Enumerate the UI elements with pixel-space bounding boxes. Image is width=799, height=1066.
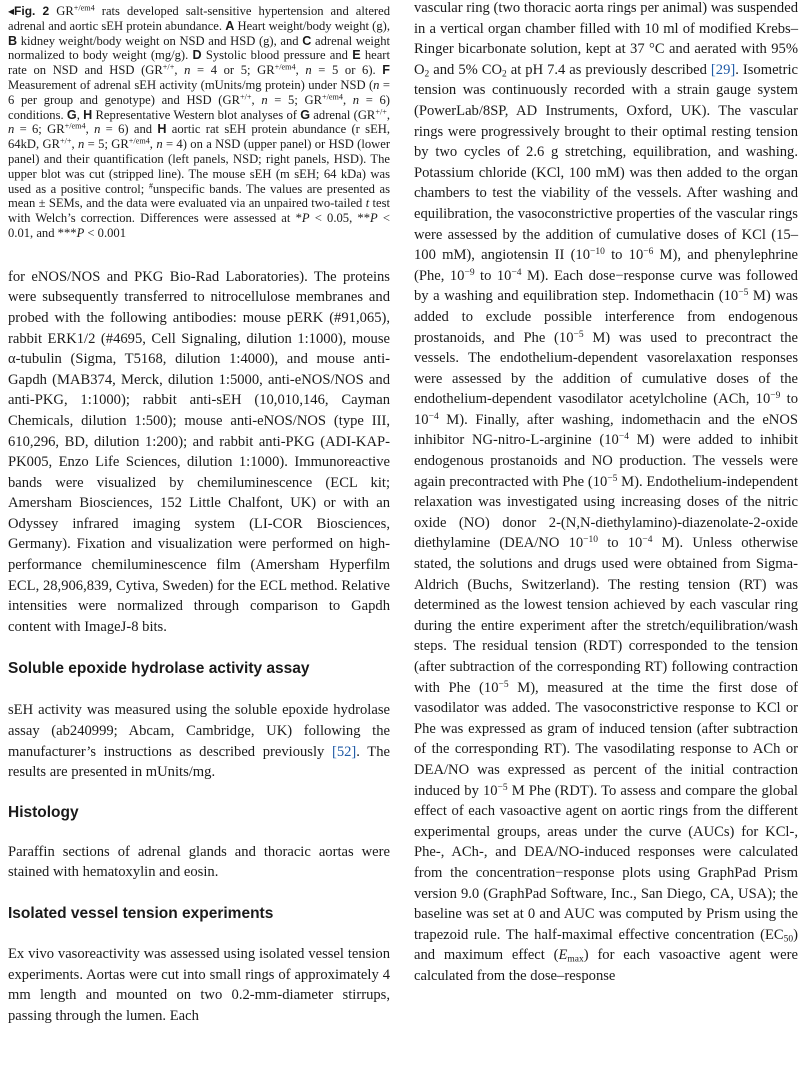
caption-text: $GR^{+/em4}$ rats developed salt-sensitive hypertension and altered adrenal and aortic sEH protein abundance. A Heart weight/body weight (g), B kidney weight/body weight on NSD and HSD (g), and C adrenal weight normalized to body weight (mg/g). D Systolic blood pressure and E heart rate on NSD and HSD (GR+/+, n = 4 or 5; $GR^{+/em4}$, n = 5 or 6). F Measurement of adrenal sEH activity (mUnits/mg protein) under NSD (n = 6 per group and genotype) and HSD (GR+/+, n = 5; $GR^{+/em4}$, n = 6) conditions. G, H Representative Western blot analyses of G adrenal (GR+/+, n = 6; $GR^{+/em4}$, n = 6) and H aortic rat sEH protein abundance (r sEH, 64kD, GR+/+, n = 5; $GR^{+/em4}$, n = 4) on a NSD (upper panel) or HSD (lower panel) and their quantification (left panels, NSD; right panels, HSD). The upper blot was cut (stripped line). The mouse sEH (m sEH; 64 kDa) was used as a positive control; #unspecific bands. The values are presented as mean ± SEMs, and the data were evaluated via an unpaired two-tailed t test with Welch’s correction. Differences were assessed at *P < 0.05, **P < 0.01, and ***P < 0.001 [8, 3, 391, 240]
paragraph-histology: Paraffin sections of adrenal glands and thoracic aortas were stained with hematoxylin and eosin. [8, 843, 390, 881]
right-column [414, 0, 798, 987]
paragraph-western-blot: for eNOS/NOS and PKG Bio-Rad Laboratories). The proteins were subsequently transferred to nitrocellulose membranes and probed with the following antibodies: mouse pERK (#91,065), rabbit ERK1/2 (#4695, Cell Signaling, dilution 1:1000), mouse α-tubulin (Sigma, T5168, dilution 1:4000), and mouse anti-Gapdh (MAB374, Merck, dilution 1:5000, anti-eNOS/NOS and anti-PKG, 1:1000); rabbit anti-sEH (10,010,146, Cayman Chemicals, dilution 1:500); mouse anti-eNOS/NOS (type III, 610,296, BD, dilution 1:200); and rabbit anti-PKG (ADI-KAP-PK005, Enzo Life Sciences, dilution 1:1000). Immunoreactive bands were visualized by chemiluminescence (ECL kit; Amersham Biosciences, 152 Little Chalfont, UK) or with an Odyssey infrared imaging system (LI-COR Biosciences, Germany). Fixation and visualization were performed on high-performance chemiluminescence film (Amersham Hyperfilm ECL, 28,906,839, Cytiva, Sweden) for the ECL method. Relative intensities were normalized through comparison to Gapdh content with ImageJ-8 bits. [8, 268, 390, 635]
figure-label[interactable]: ◂Fig. 2 [8, 4, 50, 18]
figure-caption [8, 0, 390, 241]
paragraph-isolated-vessel: Ex vivo vasoreactivity was assessed using isolated vessel tension experiments. Aortas were cut into small rings of approximately 4 mm length and mounted on two 0.2-mm-diameter stirrups, passing through the lumen. Each [8, 946, 390, 1024]
section-heading-isolated-vessel: Isolated vessel tension experiments [8, 905, 274, 922]
paragraph-vascular-ring: vascular ring (two thoracic aorta rings per animal) was suspended in a vertical organ chamber filled with 10 ml of modified Krebs–Ringer bicarbonate solution, kept at 37 °C and aerated with 95% $O_2$ and 5% $CO_2$ at pH 7.4 as previously described [29]. Isometric tension was continuously recorded with a strain gauge system (PowerLab/8SP, AD Instruments, Oxford, UK). The vascular rings were progressively brought to their optimal resting tension by two cycles of 2.6 g stretching, equilibration, and washing. Potassium chloride (KCl, 100 mM) was then added to the organ chambers to test the viability of the vessels. After washing and equilibration, the vasoconstrictive properties of the vascular rings were assessed by the addition of cumulative doses of KCl (15–100 mM), angiotensin II ($10^{-10}$ to $10^{-6}$ M), and phenylephrine (Phe, $10^{-9}$ to $10^{-4}$ M). Each dose−response curve was followed by a washing and equilibration step. Indomethacin ($10^{-5}$ M) was added to exclude possible interference from endogenous prostanoids, and Phe ($10^{-5}$ M) was used to precontract the vessels. The endothelium-dependent vasorelaxation responses were assessed by the addition of cumulative doses of the endothelium-dependent vasodilator acetylcholine (ACh, $10^{-9}$ to $10^{-4}$ M). Finally, after washing, indomethacin and the eNOS inhibitor NG-nitro-L-arginine ($10^{-4}$ M) were added to inhibit endogenous prostanoids and NO production. The vessels were again precontracted with Phe ($10^{-5}$ M). Endothelium-independent relaxation was investigated using increasing doses of the nitric oxide (NO) donor 2-(N,N-diethylamino)-diazenolate-2-oxide diethylamine (DEA/NO $10^{-10}$ to $10^{-4}$ M). Unless otherwise stated, the solutions and drugs used were obtained from Sigma-Aldrich (Buchs, Switzerland). The resting tension (RT) was determined as the lowest tension achieved by each vascular ring during the entire experiment after the stretch/equilibration/wash steps. The residual tension (RDT) corresponded to the tension (after subtraction of the corresponding RT) following contraction with Phe ($10^{-5}$ M), measured at the time the first dose of vasodilator was added. The vasoconstrictive response to KCl or Phe was expressed as gram of induced tension (after subtraction of the corresponding RT). The vasodilating response to ACh or DEA/NO was expressed as percent of the initial contraction induced by $10^{-5}$ M Phe (RDT). To assess and compare the global effect of each vasoactive agent on aortic rings from the different experimental groups, areas under the curve (AUCs) for KCl-, Phe-, ACh-, and DEA/NO-induced responses were calculated from the concentration−response plots using GraphPad Prism version 9.0 (GraphPad Software, Inc., San Diego, CA, USA); the baseline was set at 0 and AUC was computed by Prism using the trapezoid rule. The half-maximal effective concentration $(EC_{50})$ and maximum effect $(E_{max})$ for each vasoactive agent were calculated from the dose–response [414, 0, 799, 984]
paragraph-seh-assay: sEH activity was measured using the soluble epoxide hydrolase assay (ab240999; Abcam, Cambridge, UK) following the manufacturer’s instructions as described previously [52]. The results are presented in mUnits/mg. [8, 702, 390, 781]
section-heading-histology: Histology [8, 803, 79, 821]
section-heading-seh-assay: Soluble epoxide hydrolase activity assay [8, 660, 310, 678]
left-column [8, 0, 390, 1026]
